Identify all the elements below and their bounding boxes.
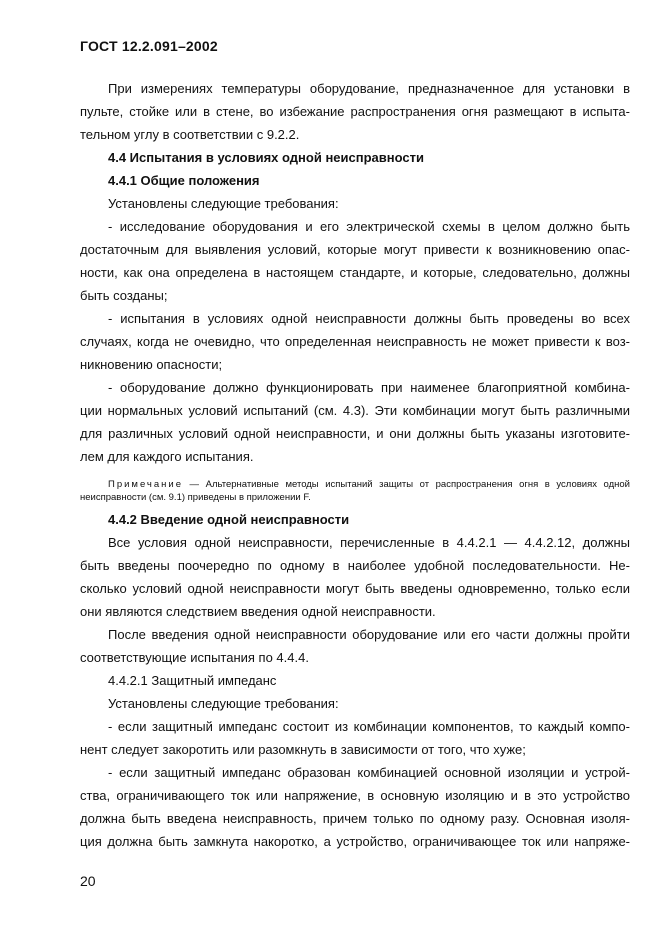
text-line: ции нормальных условий испытаний (см. 4.3). Эти комбинации могут быть различными bbox=[80, 403, 630, 418]
text-line: для различных условий одной неисправности, и они должны быть указаны изготовите- bbox=[80, 426, 630, 441]
document-header: ГОСТ 12.2.091–2002 bbox=[80, 38, 218, 54]
text-line: пульте, стойке или в стене, во избежание распространения огня размещают в испыта- bbox=[80, 104, 630, 119]
text-line: должна быть введена неисправность, причем только по одному разу. Основная изоля- bbox=[80, 811, 630, 826]
text-line: случаях, когда не очевидно, что определенная неисправность не может привести к воз- bbox=[80, 334, 630, 349]
paragraph-temperature-measurement bbox=[80, 77, 630, 146]
list-item bbox=[80, 376, 630, 468]
text-line: никновению опасности; bbox=[80, 357, 223, 372]
list-item bbox=[80, 761, 630, 853]
paragraph-after-fault bbox=[80, 623, 630, 669]
text-line: сколько условий одной неисправности могут быть введены одновременно, только если bbox=[80, 581, 630, 596]
requirements-intro: Установлены следующие требования: bbox=[108, 696, 339, 711]
text-line: ности, как она определена в настоящем стандарте, и которые, следовательно, должны bbox=[80, 265, 630, 280]
page-body bbox=[80, 77, 630, 853]
text-line: ства, ограничивающего ток или напряжение, в основную изоляцию и в это устройство bbox=[80, 788, 630, 803]
text-line: достаточным для выявления условий, которые могут привести к возникновению опас- bbox=[80, 242, 630, 257]
note-line: неисправности (см. 9.1) приведены в приложении F. bbox=[80, 492, 311, 503]
text-line: быть введены поочередно по одному в наиболее удобной последовательности. Не- bbox=[80, 558, 630, 573]
page-number: 20 bbox=[80, 873, 96, 889]
paragraph-fault-conditions bbox=[80, 531, 630, 623]
note-text: — Альтернативные методы испытаний защиты от распространения огня в условиях одной bbox=[183, 479, 630, 490]
note-line bbox=[80, 478, 630, 491]
text-line: - испытания в условиях одной неисправности должны быть проведены во всех bbox=[108, 311, 630, 326]
section-heading-4-4-1: 4.4.1 Общие положения bbox=[108, 173, 260, 188]
section-heading-4-4-2-1: 4.4.2.1 Защитный импеданс bbox=[108, 673, 277, 688]
section-heading-4-4-2: 4.4.2 Введение одной неисправности bbox=[108, 512, 350, 527]
note-label: Примечание bbox=[108, 479, 183, 490]
note-block bbox=[80, 478, 630, 504]
section-heading-4-4: 4.4 Испытания в условиях одной неисправности bbox=[108, 150, 424, 165]
requirements-intro: Установлены следующие требования: bbox=[108, 196, 339, 211]
text-line: - если защитный импеданс образован комбинацией основной изоляции и устрой- bbox=[108, 765, 630, 780]
text-line: ция должна быть замкнута накоротко, а устройство, ограничивающее ток или напряже- bbox=[80, 834, 630, 849]
text-line: При измерениях температуры оборудование, предназначенное для установки в bbox=[108, 81, 630, 96]
text-line: После введения одной неисправности оборудование или его части должны пройти bbox=[108, 627, 630, 642]
text-line: - если защитный импеданс состоит из комбинации компонентов, то каждый компо- bbox=[108, 719, 630, 734]
text-line: быть созданы; bbox=[80, 288, 168, 303]
text-line: - оборудование должно функционировать при наименее благоприятной комбина- bbox=[108, 380, 630, 395]
list-item bbox=[80, 307, 630, 376]
list-item bbox=[80, 715, 630, 761]
text-line: нент следует закоротить или разомкнуть в зависимости от того, что хуже; bbox=[80, 742, 526, 757]
text-line: тельном углу в соответствии с 9.2.2. bbox=[80, 127, 300, 142]
text-line: лем для каждого испытания. bbox=[80, 449, 254, 464]
text-line: они являются следствием введения одной неисправности. bbox=[80, 604, 436, 619]
text-line: Все условия одной неисправности, перечисленные в 4.4.2.1 — 4.4.2.12, должны bbox=[108, 535, 630, 550]
text-line: - исследование оборудования и его электрической схемы в целом должно быть bbox=[108, 219, 630, 234]
list-item bbox=[80, 215, 630, 307]
text-line: соответствующие испытания по 4.4.4. bbox=[80, 650, 309, 665]
